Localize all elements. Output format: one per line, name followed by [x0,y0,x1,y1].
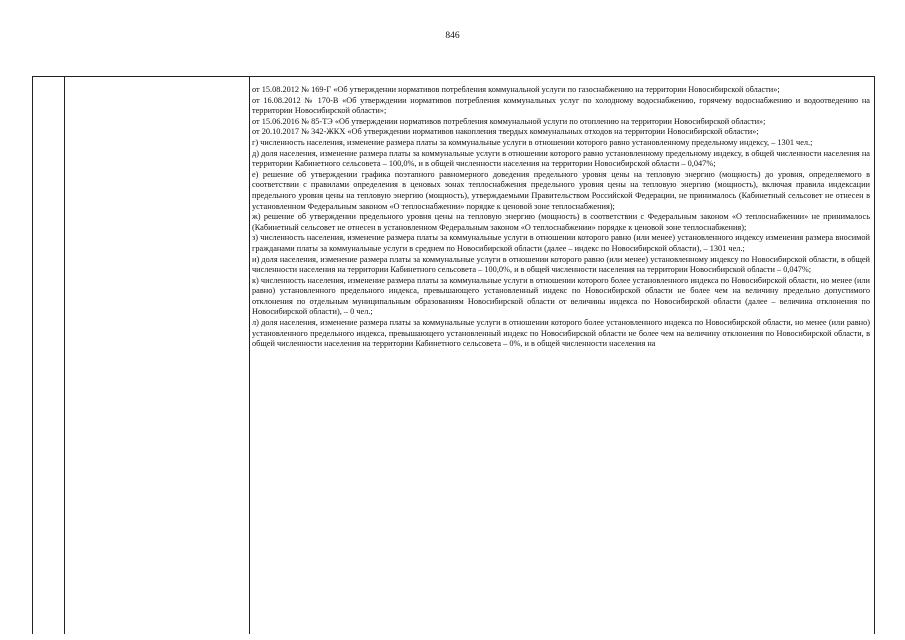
table-column-divider-2 [249,77,250,634]
paragraph-decree-170-v: от 16.08.2012 № 170-В «Об утверждении нормативов потребления коммунальных услуг по холодному водоснабжению, горячему водоснабжению и водоотведению на территории Новосибирской области»; [252,95,870,116]
paragraph-item-i: и) доля населения, изменение размера платы за коммунальные услуги в отношении которого равно (или менее) установленному индексу по Новосибирской области, в общей численности населения на территории Кабинетного сельсовета – 100,0%, и в общей численности населения на территории Новосибирской области – 0,047%; [252,254,870,275]
paragraph-item-e: е) решение об утверждении графика поэтапного равномерного доведения предельного уровня цены на тепловую энергию (мощность) до уровня, определяемого в соответствии с правилами определения в ценовых зонах теплоснабжения предельного уровня цены на тепловую энергию (мощность), включая правила индексации предельного уровня цены на тепловую энергию (мощность), утверждаемыми Правительством Российской Федерации, не принималось (Кабинетный сельсовет не отнесен в установленном Федеральным законом «О теплоснабжении» порядке к ценовой зоне теплоснабжения); [252,169,870,211]
table-column-divider-1 [64,77,65,634]
paragraph-item-l: л) доля населения, изменение размера платы за коммунальные услуги в отношении которого более установленного индекса по Новосибирской области, но менее (или равно) установленного предельного индекса, превышающего установленный индекс по Новосибирской области не более чем на величину отклонения по Новосибирской области, в общей численности населения на территории Кабинетного сельсовета – 0%, и в общей численности населения на [252,318,870,349]
paragraph-item-d: д) доля населения, изменение размера платы за коммунальные услуги в отношении которого равно установленному предельному индексу, в общей численности населения на территории Кабинетного сельсовета – 100,0%, и в общей численности населения на территории Новосибирской области – 0,047%; [252,148,870,169]
paragraph-decree-85-te: от 15.06.2016 № 85-ТЭ «Об утверждении нормативов потребления коммунальной услуги по отоплению на территории Новосибирской области»; [252,116,766,126]
table-content-cell [252,85,870,350]
paragraph-decree-169-g: от 15.08.2012 № 169-Г «Об утверждении нормативов потребления коммунальной услуги по газоснабжению на территории Новосибирской области»; [252,85,780,94]
paragraph-item-z: з) численность населения, изменение размера платы за коммунальные услуги в отношении которого равно (или менее) установленного индексу изменения размера вносимой гражданами платы за коммунальные услуги в среднем по Новосибирской области (далее – индекс по Новосибирской области), – 1301 чел.; [252,233,870,253]
document-table [32,76,875,634]
paragraph-item-zh: ж) решение об утверждении предельного уровня цены на тепловую энергию (мощность) в соответствии с Федеральным законом «О теплоснабжении» не принималось (Кабинетный сельсовет не отнесен в установленном Федеральным законом «О теплоснабжении» порядке к ценовой зоне теплоснабжения); [252,212,870,232]
paragraph-item-g: г) численность населения, изменение размера платы за коммунальные услуги в отношении которого равно установленному предельному индексу, – 1301 чел.; [252,137,813,147]
table-border-left [32,77,33,634]
table-border-right [874,77,875,634]
paragraph-decree-342-zhkkh: от 20.10.2017 № 342-ЖКХ «Об утверждении нормативов накопления твердых коммунальных отходов на территории Новосибирской области»; [252,127,759,137]
page-number: 846 [445,31,460,41]
paragraph-item-k: к) численность населения, изменение размера платы за коммунальные услуги в отношении которого более установленного индекса по Новосибирской области, но менее (или равно) установленного предельного индекса, превышающего установленный индекс по Новосибирской области не более чем на величину предельно допустимого отклонения по отдельным муниципальным образованиям Новосибирской области от величины индекса по Новосибирской области (далее – величина отклонения по Новосибирской области), – 0 чел.; [252,275,870,317]
